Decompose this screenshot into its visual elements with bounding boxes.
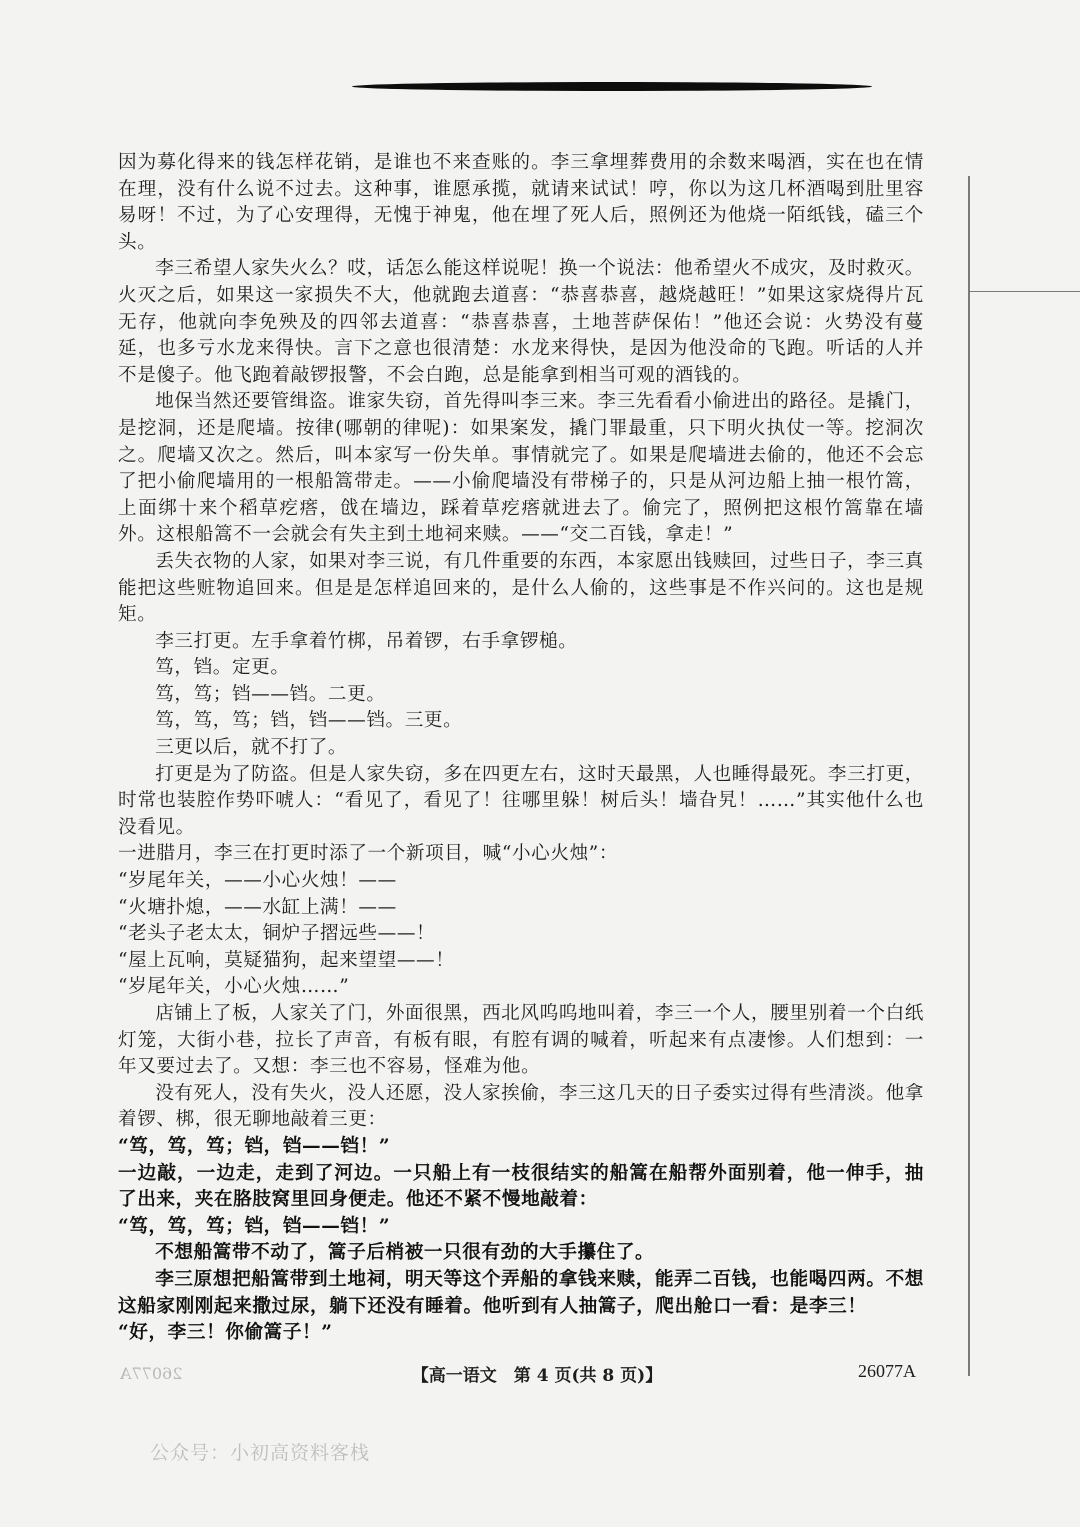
paragraph: 地保当然还要管缉盗。谁家失窃，首先得叫李三来。李三先看看小偷进出的路径。是撬门，是挖洞，还是爬墙。按律(哪朝的律呢)：如果案发，撬门罪最重，只下明火执仗一等。挖洞次之。爬墙又次之。然后，叫本家写一份失单。事情就完了。如果是爬墙进去偷的，他还不会忘了把小偷爬墙用的一根船篙带走。——小偷爬墙没有带梯子的，只是从河边船上抽一根竹篙，上面绑十来个稻草疙瘩，戗在墙边，踩着草疙瘩就进去了。偷完了，照例把这根竹篙靠在墙外。这根船篙不一会就会有失主到土地祠来赎。——“交二百钱，拿走！” — [118, 391, 924, 546]
paragraph: 笃，笃，笃；铛，铛——铛。三更。 — [155, 710, 463, 732]
paragraph: 一进腊月，李三在打更时添了一个新项目，喊“小心火烛”： — [118, 843, 619, 865]
chant-line: “屋上瓦响，莫疑猫狗，起来望望——！ — [118, 949, 455, 971]
paragraph: 三更以后，就不打了。 — [155, 737, 348, 759]
paragraph-bold: “好，李三！你偷篙子！” — [118, 1322, 333, 1344]
paragraph: 笃，铛。定更。 — [155, 657, 290, 679]
page-number-label: 【高一语文 第 4 页(共 8 页)】 — [411, 1366, 663, 1386]
paragraph-bold: “笃，笃，笃；铛，铛——铛！” — [118, 1215, 391, 1237]
chant-line: “火塘扑熄，——水缸上满！—— — [118, 896, 397, 918]
paragraph-bold: 不想船篙带不动了，篙子后梢被一只很有劲的大手攥住了。 — [155, 1242, 655, 1264]
top-binding-rule — [352, 82, 872, 91]
watermark-text: 公众号：小初高资料客栈 — [150, 1442, 371, 1464]
paragraph-bold: 李三原想把船篙带到土地祠，明天等这个弄船的拿钱来赎，能弄二百钱，也能喝四两。不想这船家刚刚起来撒过尿，躺下还没有睡着。他听到有人抽篙子，爬出舱口一看：是李三！ — [118, 1268, 924, 1317]
binding-margin-line — [968, 176, 970, 1376]
page-footer — [0, 1361, 1080, 1391]
binding-margin-tick — [968, 291, 1080, 292]
paragraph: 笃，笃；铛——铛。二更。 — [155, 683, 386, 705]
paragraph: 店铺上了板，人家关了门，外面很黑，西北风呜呜地叫着，李三一个人，腰里别着一个白纸灯笼，大街小巷，拉长了声音，有板有眼，有腔有调的喊着，听起来有点凄惨。人们想到：一年又要过去了。又想：李三也不容易，怪难为他。 — [118, 1003, 924, 1078]
bleed-through-code: 26077A — [120, 1364, 183, 1383]
passage-text — [118, 150, 924, 1347]
exam-code: 26077A — [858, 1361, 916, 1381]
chant-line: “老头子老太太，铜炉子摺远些——！ — [118, 923, 436, 945]
paragraph: 李三希望人家失火么？哎，话怎么能这样说呢！换一个说法：他希望火不成灾，及时救灭。火灭之后，如果这一家损失不大，他就跑去道喜：“恭喜恭喜，越烧越旺！”如果这家烧得片瓦无存，他就向李免殃及的四邻去道喜：“恭喜恭喜，土地菩萨保佑！”他还会说：火势没有蔓延，也多亏水龙来得快。言下之意也很清楚：水龙来得快，是因为他没命的飞跑。听话的人并不是傻子。他飞跑着敲锣报警，不会白跑，总是能拿到相当可观的酒钱的。 — [118, 258, 924, 386]
chant-line: “岁尾年关，小心火烛……” — [118, 976, 350, 998]
paragraph: 没有死人，没有失火，没人还愿，没人家挨偷，李三这几天的日子委实过得有些清淡。他拿着锣、梆，很无聊地敲着三更： — [118, 1082, 924, 1131]
chant-line: “岁尾年关，——小心火烛！—— — [118, 870, 397, 892]
paragraph: 因为募化得来的钱怎样花销，是谁也不来查账的。李三拿埋葬费用的余数来喝酒，实在也在情在理，没有什么说不过去。这种事，谁愿承揽，就请来试试！哼，你以为这几杯酒喝到肚里容易呀！不过，为了心安理得，无愧于神鬼，他在埋了死人后，照例还为他烧一陌纸钱，磕三个头。 — [118, 152, 924, 253]
paragraph: 李三打更。左手拿着竹梆，吊着锣，右手拿锣槌。 — [155, 630, 578, 652]
paragraph: 打更是为了防盗。但是人家失窃，多在四更左右，这时天最黑，人也睡得最死。李三打更，时常也装腔作势吓唬人：“看见了，看见了！往哪里躲！树后头！墙旮旯！……”其实他什么也没看见。 — [118, 763, 924, 838]
paragraph: 丢失衣物的人家，如果对李三说，有几件重要的东西，本家愿出钱赎回，过些日子，李三真能把这些赃物追回来。但是是怎样追回来的，是什么人偷的，这些事是不作兴问的。这也是规矩。 — [118, 550, 924, 626]
paragraph-bold: “笃，笃，笃；铛，铛——铛！” — [118, 1135, 391, 1157]
paragraph-bold: 一边敲，一边走，走到了河边。一只船上有一枝很结实的船篙在船帮外面别着，他一伸手，抽了出来，夹在胳肢窝里回身便走。他还不紧不慢地敲着： — [118, 1162, 924, 1211]
